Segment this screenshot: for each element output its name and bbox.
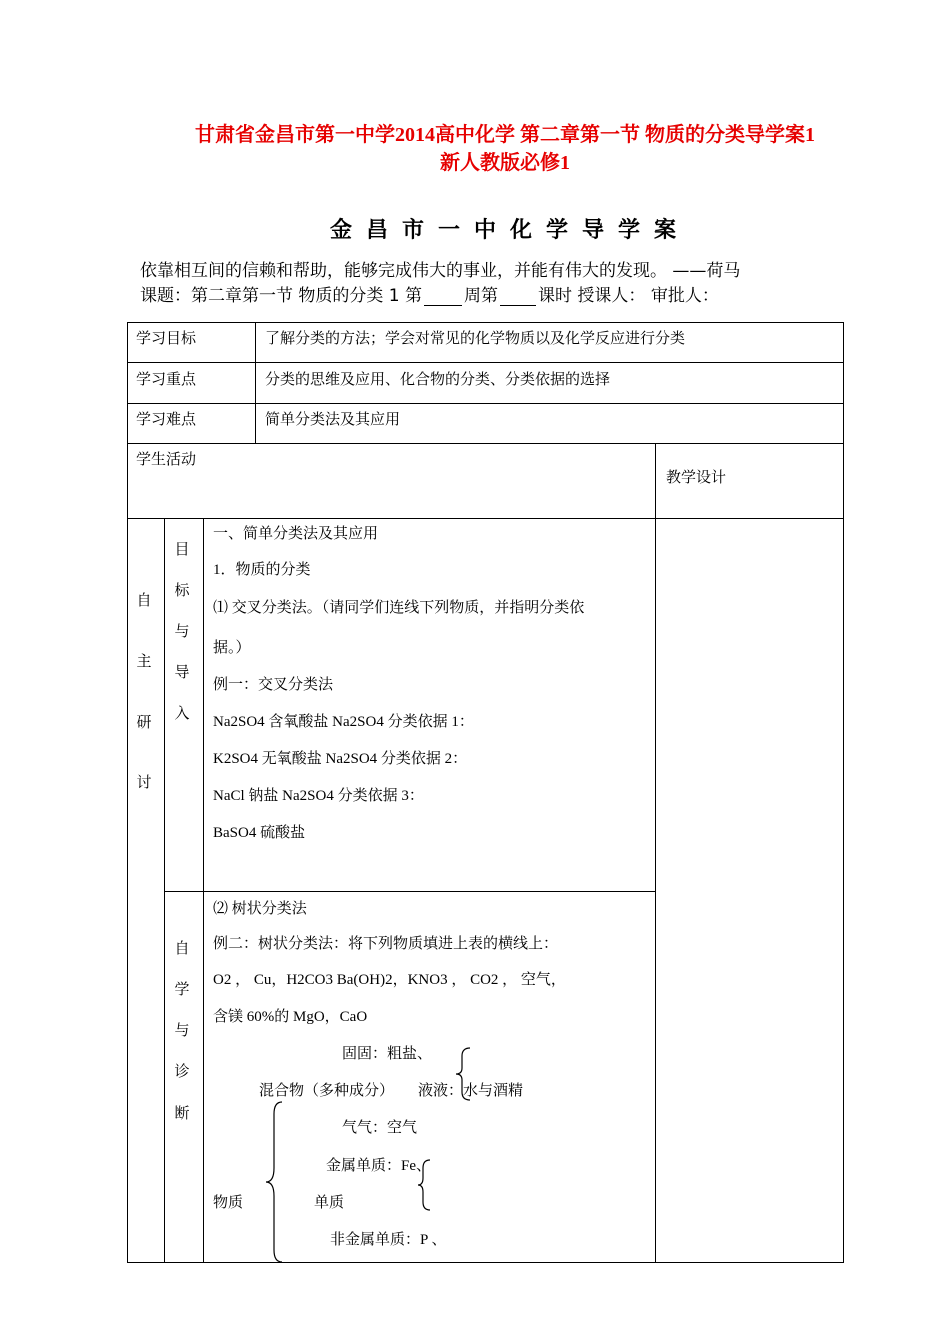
section-char: 主: [136, 654, 152, 670]
period-blank: [500, 289, 536, 306]
sub1-char: 入: [174, 706, 190, 722]
sub1-char: 标: [174, 583, 190, 599]
document-title: 甘肃省金昌市第一中学2014高中化学 第二章第一节 物质的分类导学案1: [195, 124, 815, 146]
sub2-char: 诊: [174, 1064, 190, 1080]
section-char: 自: [136, 593, 152, 609]
sub1-char: 与: [174, 624, 190, 640]
document-subtitle: 新人教版必修1: [440, 152, 570, 174]
brace-mixture: [454, 1046, 474, 1102]
tree-liquid: 液液：水与酒精: [418, 1083, 524, 1099]
sub1-char: 目: [174, 542, 190, 558]
section-char: 研: [136, 715, 152, 731]
content-line: BaSO4 硫酸盐: [213, 825, 306, 841]
sub1-char: 导: [174, 665, 190, 681]
tree-solid: 固固：粗盐、: [342, 1046, 433, 1062]
content-line: NaCl 钠盐 Na2SO4 分类依据 3：: [213, 788, 424, 804]
tree-mixture: 混合物（多种成分）: [259, 1083, 395, 1099]
student-activity-label: 学生活动: [136, 452, 197, 468]
lesson-info: [140, 281, 719, 306]
lesson-prefix: 课题：第二章第一节 物质的分类 1 第: [140, 286, 423, 306]
section-char: 讨: [136, 775, 152, 791]
row-label-difficulty: 学习难点: [136, 412, 197, 428]
brace-element: [416, 1158, 434, 1212]
sub2-char: 学: [174, 982, 190, 998]
table-rule: [164, 891, 656, 892]
content-line: 一、简单分类法及其应用: [213, 526, 379, 542]
table-rule: [164, 518, 165, 1263]
row-label-goal: 学习目标: [136, 331, 197, 347]
tree-metal: 金属单质：Fe、: [326, 1158, 432, 1174]
content-line: ⑴ 交叉分类法。（请同学们连线下列物质，并指明分类依: [213, 600, 585, 616]
table-rule: [127, 518, 844, 519]
lesson-week: 周第: [464, 286, 499, 306]
content-line: 据。）: [213, 640, 251, 656]
tree-nonmetal: 非金属单质：P 、: [330, 1232, 447, 1248]
tree-element: 单质: [314, 1195, 345, 1211]
row-label-focus: 学习重点: [136, 372, 197, 388]
sub2-char: 与: [174, 1023, 190, 1039]
motto: 依靠相互间的信赖和帮助，能够完成伟大的事业，并能有伟大的发现。 ——荷马: [140, 261, 741, 281]
row-value-difficulty: 简单分类法及其应用: [265, 412, 401, 428]
row-value-focus: 分类的思维及应用、化合物的分类、分类依据的选择: [265, 372, 611, 388]
content-line: O2 ， Cu，H2CO3 Ba(OH)2，KNO3 ， CO2 ， 空气，: [213, 972, 566, 988]
tree-substance: 物质: [213, 1195, 244, 1211]
content-line: ⑵ 树状分类法: [213, 901, 307, 917]
content-line: 例一：交叉分类法: [213, 677, 334, 693]
table-rule: [127, 362, 844, 363]
teaching-design-label: 教学设计: [666, 470, 727, 486]
school-header: 金昌市一中化学导学案: [330, 218, 691, 243]
table-rule: [203, 518, 204, 1263]
sub2-char: 自: [174, 941, 190, 957]
table-rule: [127, 403, 844, 404]
table-rule: [655, 443, 656, 1263]
sub2-char: 断: [174, 1106, 190, 1122]
week-blank: [424, 289, 462, 306]
content-line: Na2SO4 含氧酸盐 Na2SO4 分类依据 1：: [213, 714, 474, 730]
tree-gas: 气气：空气: [342, 1120, 418, 1136]
row-value-goal: 了解分类的方法；学会对常见的化学物质以及化学反应进行分类: [265, 331, 686, 347]
content-line: 1．物质的分类: [213, 562, 311, 578]
lesson-period: 课时 授课人： 审批人：: [538, 286, 719, 306]
content-line: 例二：树状分类法：将下列物质填进上表的横线上：: [213, 936, 559, 952]
table-rule: [127, 443, 844, 444]
brace-substance: [264, 1100, 286, 1264]
content-line: K2SO4 无氧酸盐 Na2SO4 分类依据 2：: [213, 751, 468, 767]
table-rule: [255, 322, 256, 443]
content-line: 含镁 60%的 MgO，CaO: [213, 1009, 368, 1025]
